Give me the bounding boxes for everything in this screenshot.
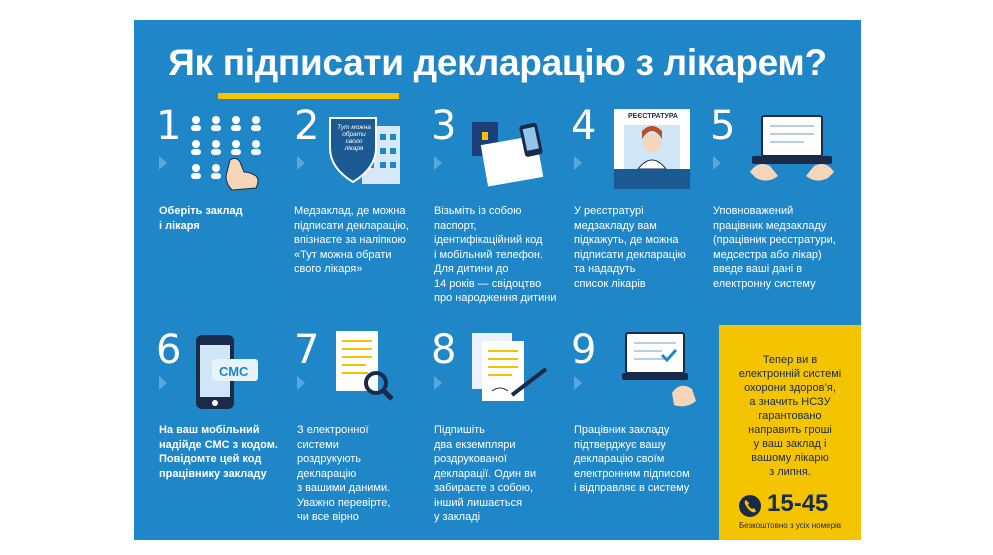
step-4-text: У реєстратурі медзакладу вам підкажуть, де можна підписати декларацію та нададуть список лікарів: [574, 205, 686, 290]
step-4-number: 4: [571, 103, 597, 149]
step-5-text: Уповноважений працівник медзакладу (працівник реєстратури, медсестра або лікар) введе ваші дані в електронну систему: [713, 205, 836, 290]
step-2-number: 2: [294, 103, 320, 149]
step-7-arrow: [297, 376, 305, 390]
documents-phone-icon: [472, 116, 554, 190]
step-5-number: 5: [710, 103, 736, 149]
people-grid-icon: [188, 112, 268, 192]
step-8-number: 8: [431, 327, 457, 373]
title-underlined-word: підписати: [222, 42, 404, 83]
title-part-2: декларацію з лікарем?: [403, 42, 827, 83]
step-6-arrow: [159, 376, 167, 390]
step-8-arrow: [434, 376, 442, 390]
info-box-text: Тепер ви в електронній системі охорони здоров’я, а значить НСЗУ гарантовано направить гроші у ваш заклад і вашому лікарю з липня.: [738, 354, 842, 478]
title-part-1: Як: [168, 42, 223, 83]
step-1-number: 1: [156, 103, 182, 149]
step-4-arrow: [574, 156, 582, 170]
registry-label: РЕЄСТРАТУРА: [628, 113, 678, 120]
step-2-text: Медзаклад, де можна підписати декларацію, впізнаєте за наліпкою «Тут можна обрати свого лікаря»: [294, 205, 409, 275]
step-2-arrow: [297, 156, 305, 170]
title-underline: [218, 93, 399, 99]
hotline-note: Безкоштовно з усіх номерів: [738, 521, 842, 530]
infographic-poster: [134, 20, 861, 540]
step-9-text: Працівник закладу підтверджує вашу декларацію своїм електронним підписом і відправляє в систему: [574, 424, 690, 494]
handset-icon: [739, 495, 761, 517]
info-box: [719, 325, 861, 540]
page-title: [134, 42, 861, 84]
step-3-arrow: [434, 156, 442, 170]
step-1-arrow: [159, 156, 167, 170]
document-magnifier-icon: [332, 331, 398, 413]
step-5-arrow: [713, 156, 721, 170]
step-6-text: На ваш мобільний надійде СМС з кодом. Повідомте цей код працівнику закладу: [159, 424, 278, 480]
step-7-text: З електронної системи роздрукують декларацію з вашими даними. Уважно перевірте, чи все вірно: [297, 424, 391, 523]
step-6-number: 6: [156, 327, 182, 373]
step-3-text: Візьміть із собою паспорт, ідентифікаційний код і мобільний телефон. Для дитини до 14 років — свідоцтво про народження дитини: [434, 205, 557, 304]
sign-documents-icon: [472, 333, 550, 415]
step-3-number: 3: [431, 103, 457, 149]
step-9-arrow: [574, 376, 582, 390]
step-1-text: Оберіть заклад і лікаря: [159, 205, 243, 232]
step-7-number: 7: [294, 327, 320, 373]
sticker-text: Тут можна обрати свого лікаря: [337, 124, 371, 152]
step-9-number: 9: [571, 327, 597, 373]
laptop-check-icon: [622, 331, 698, 413]
step-8-text: Підпишіть два екземпляри роздрукованої декларації. Один ви забираєте з собою, інший лишається у закладі: [434, 424, 537, 523]
laptop-typing-icon: [750, 114, 836, 190]
phone-icon: [739, 495, 761, 517]
sms-label: СМС: [219, 364, 249, 379]
hotline-number: 15-45: [767, 490, 829, 517]
